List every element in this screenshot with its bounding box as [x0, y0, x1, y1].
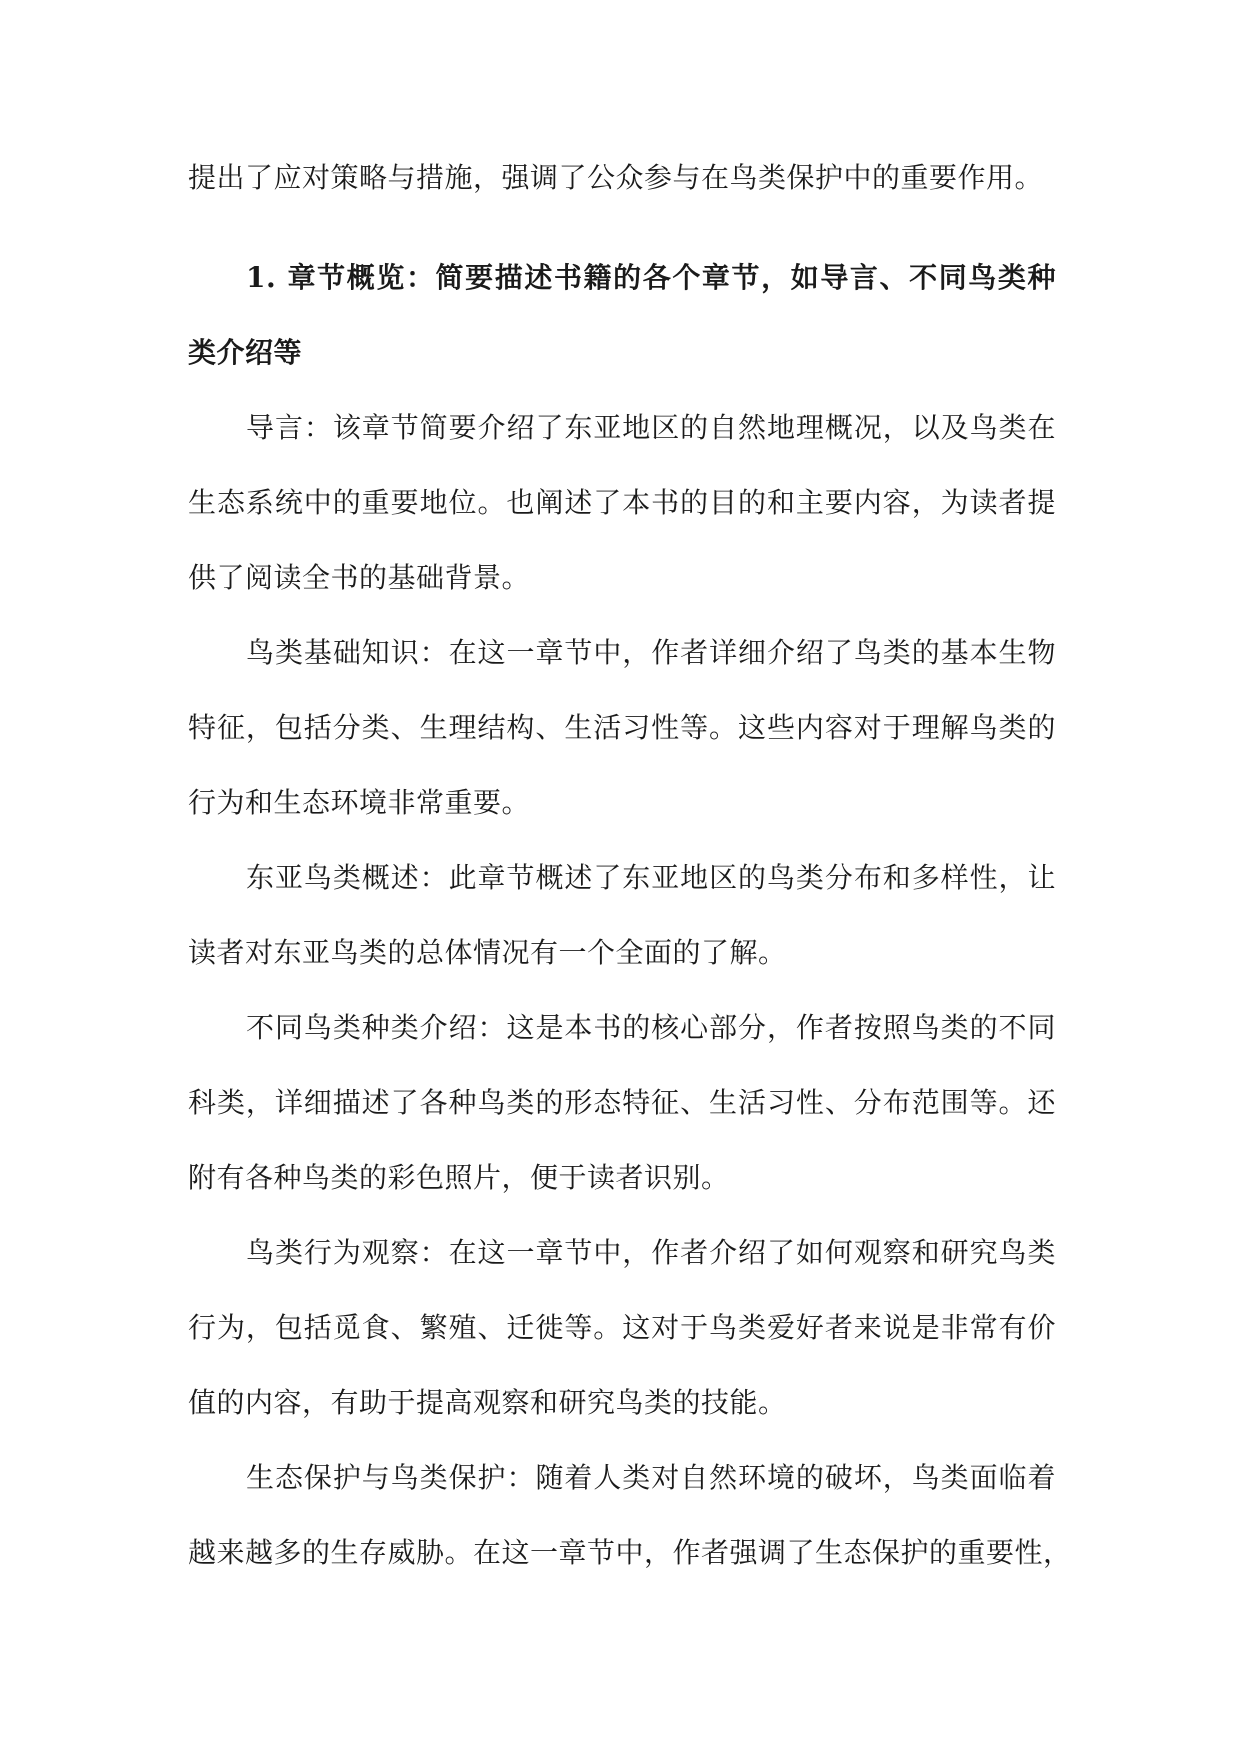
paragraph-line: 附有各种鸟类的彩色照片，便于读者识别。 — [188, 1161, 730, 1194]
paragraph-line: 科类，详细描述了各种鸟类的形态特征、生活习性、分布范围等。还 — [188, 1086, 1056, 1119]
paragraph-line: 越来越多的生存威胁。在这一章节中，作者强调了生态保护的重要性， — [188, 1536, 1072, 1569]
paragraph-east-asia-overview — [188, 840, 1056, 990]
paragraph-line: 鸟类基础知识：在这一章节中，作者详细介绍了鸟类的基本生物 — [246, 636, 1056, 669]
paragraph-bird-basics — [188, 615, 1056, 840]
continuation-line: 提出了应对策略与措施，强调了公众参与在鸟类保护中的重要作用。 — [188, 161, 1044, 194]
paragraph-line: 供了阅读全书的基础背景。 — [188, 561, 531, 594]
paragraph-line: 特征，包括分类、生理结构、生活习性等。这些内容对于理解鸟类的 — [188, 711, 1056, 744]
section-heading-line-1: 1. 章节概览：简要描述书籍的各个章节，如导言、不同鸟类种 — [246, 261, 1056, 294]
paragraph-ecological-protection — [188, 1440, 1072, 1590]
paragraph-line: 行为和生态环境非常重要。 — [188, 786, 531, 819]
section-heading-line-2: 类介绍等 — [188, 336, 303, 369]
paragraph-introduction — [188, 390, 1056, 615]
paragraph-line: 鸟类行为观察：在这一章节中，作者介绍了如何观察和研究鸟类 — [246, 1236, 1056, 1269]
paragraph-line: 生态系统中的重要地位。也阐述了本书的目的和主要内容，为读者提 — [188, 486, 1056, 519]
paragraph-line: 导言：该章节简要介绍了东亚地区的自然地理概况，以及鸟类在 — [246, 411, 1056, 444]
paragraph-line: 读者对东亚鸟类的总体情况有一个全面的了解。 — [188, 936, 787, 969]
paragraph-line: 行为，包括觅食、繁殖、迁徙等。这对于鸟类爱好者来说是非常有价 — [188, 1311, 1056, 1344]
paragraph-line: 不同鸟类种类介绍：这是本书的核心部分，作者按照鸟类的不同 — [246, 1011, 1056, 1044]
paragraph-species-introduction — [188, 990, 1056, 1215]
paragraph-line: 值的内容，有助于提高观察和研究鸟类的技能。 — [188, 1386, 787, 1419]
paragraph-line: 生态保护与鸟类保护：随着人类对自然环境的破坏，鸟类面临着 — [246, 1461, 1056, 1494]
paragraph-line: 东亚鸟类概述：此章节概述了东亚地区的鸟类分布和多样性，让 — [246, 861, 1056, 894]
page-content — [188, 140, 1072, 1590]
paragraph-behavior-observation — [188, 1215, 1056, 1440]
